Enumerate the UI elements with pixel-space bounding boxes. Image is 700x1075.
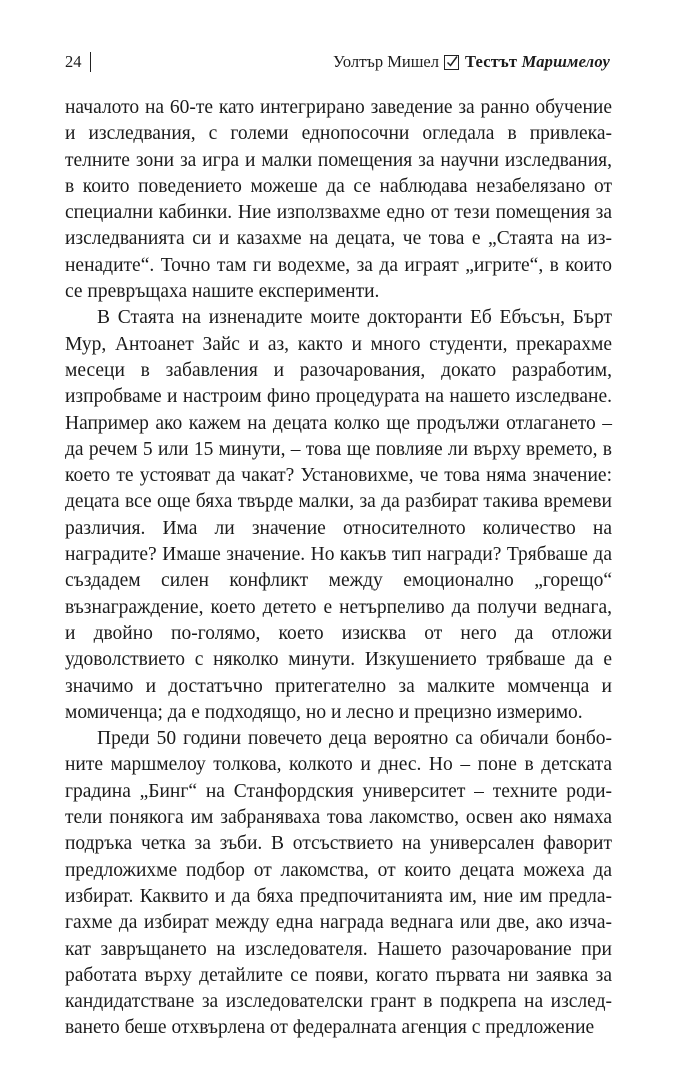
book-title-part1: Тестът [464, 52, 522, 71]
author-name: Уолтър Мишел [333, 52, 439, 71]
page-number: 24 [65, 52, 82, 71]
book-title-part2: Маршмелоу [521, 52, 610, 71]
paragraph: В Стаята на изненадите моите докторанти Еб Ебъсън, Бърт Мур, Антоанет Зайс и аз, както и много студенти, прекарахме месеци в забавления и разочарования, докато разработим, изпробваме и настроим фино процедурата на нашето изследване. Например ако кажем на децата колко ще продължи отлагането – да речем 5 или 15 минути, – това ще повлияе ли върху времето, в което те устояват да чакат? Установихме, че това няма значение: децата все още бяха твърде малки, за да разбират такива времеви различия. Има ли значение относителното количество на наградите? Имаше значение. Но какъв тип награди? Трябваше да създадем силен конфликт между емоционално „горещо“ възнаграждение, което детето е нетърпеливо да получи веднага, и двойно по-голямо, което изисква от него да отложи удоволствието с няколко минути. Изкушението трябваше да е значимо и достатъчно притегателно за малките момченца и момиченца; да е подходящо, но и лесно и прецизно измеримо. [65, 307, 612, 723]
checkbox-checked-icon [444, 55, 459, 70]
book-title [465, 50, 610, 74]
page-header [65, 50, 610, 74]
running-head [333, 50, 610, 74]
header-divider [90, 52, 91, 72]
paragraph: Преди 50 години повечето деца вероятно са обичали бонбоните маршмелоу толкова, колкото и днес. Но – поне в детската градина „Бинг“ на Станфордския университет – техните родители понякога им забраняваха това лакомство, освен ако нямаха подръка четка за зъби. В отсъствието на универсален фаворит предложихме подбор от лакомства, от които децата можеха да избират. Каквито и да бяха предпочитанията им, ние им предлагахме да избират между една награда веднага или две, ако изчакат завръщането на изследователя. Нашето разочарование при работата върху детайлите се появи, когато първата ни заявка за кандидатстване за изследователски грант в подкрепа на изследването беше отхвърлена от федералната агенция с предложение [65, 728, 612, 1039]
paragraph: началото на 60-те като интегрирано заведение за ранно обучение и изследвания, с големи еднопосочни огледала в привлекателните зони за игра и малки помещения за научни изследвания, в които поведението можеше да се наблюдава незабелязано от специални кабинки. Ние използвахме едно от тези помещения за изследванията си и казахме на децата, че това е „Стаята на изненадите“. Точно там ги водехме, за да играят „игрите“, в които се превръщаха нашите експерименти. [65, 97, 612, 303]
body-text [65, 95, 612, 1042]
